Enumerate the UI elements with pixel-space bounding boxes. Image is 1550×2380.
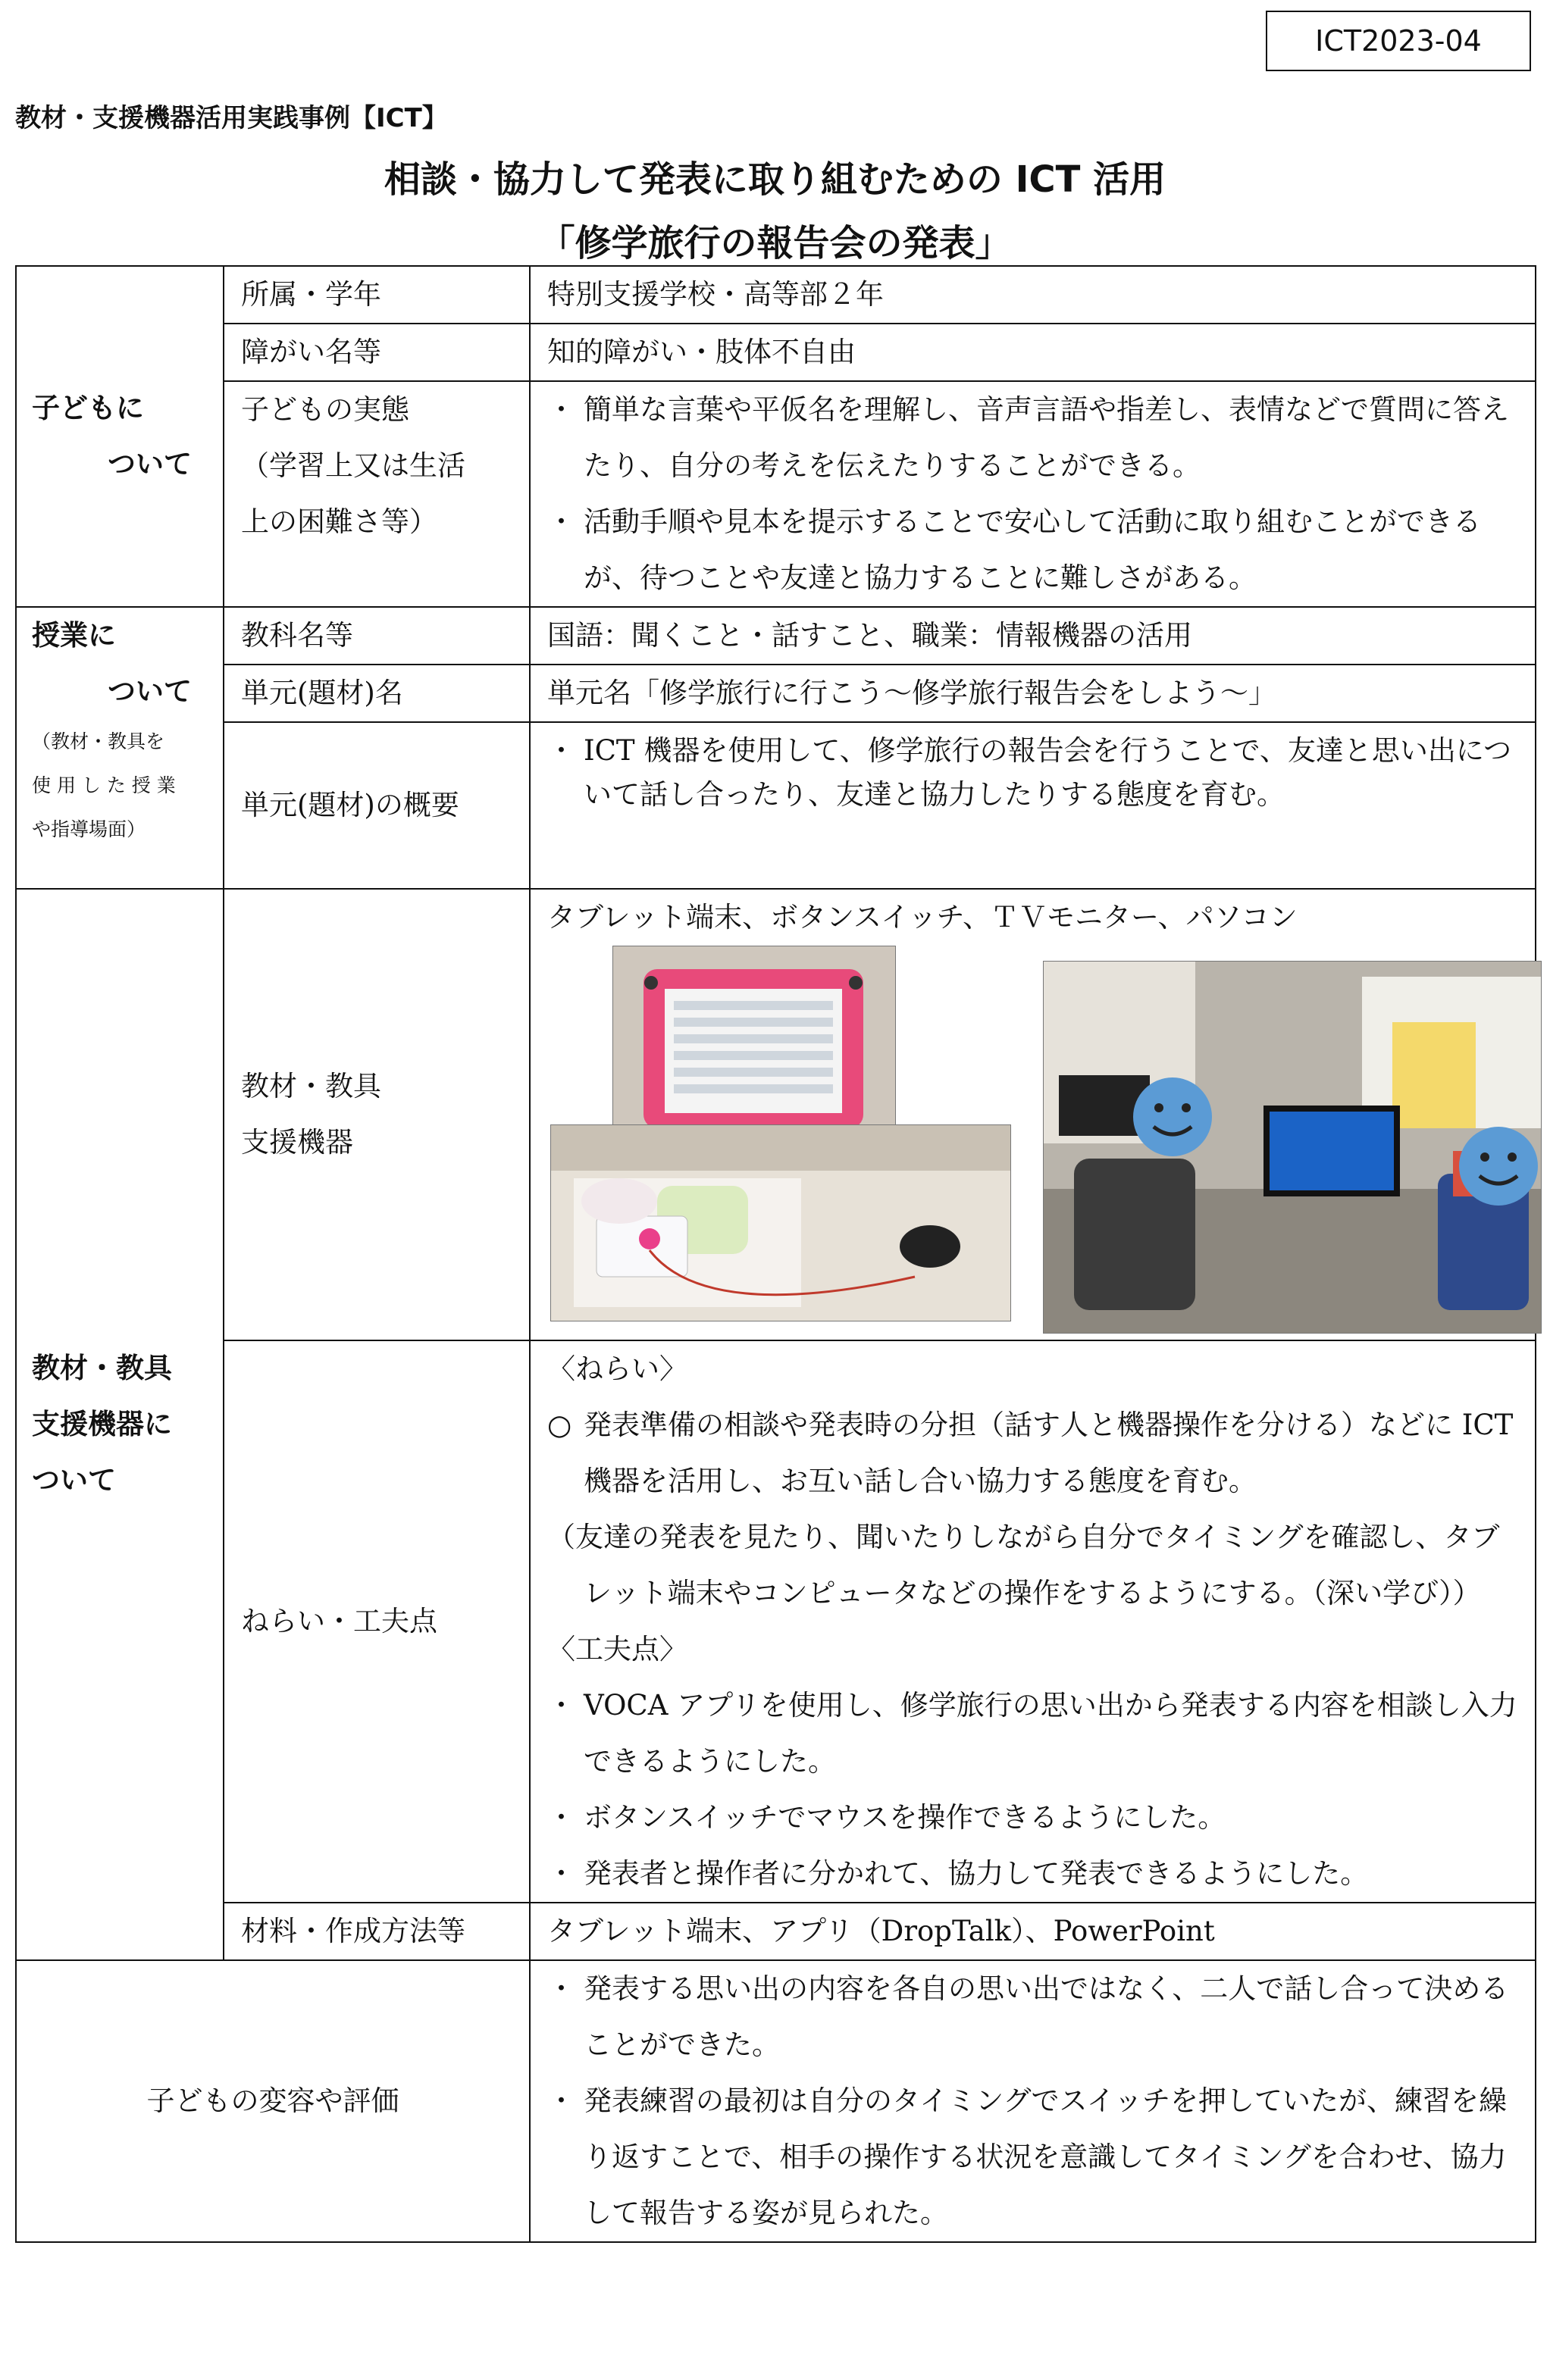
row-unit (16, 665, 1536, 722)
bullet-mark: ・ (547, 1689, 575, 1722)
evaluation-item-text: 発表練習の最初は自分のタイミングでスイッチを押していたが、練習を繰り返すことで、相手の操作する状況を意識してタイミングを合わせ、協力して報告する姿が見られた。 (584, 2084, 1508, 2229)
subject-value: 国語：聞くこと・話すこと、職業：情報機器の活用 (530, 607, 1536, 665)
unit-label: 単元(題材)名 (224, 665, 530, 722)
list-item (547, 1678, 1523, 1790)
evaluation-header: 子どもの変容や評価 (16, 1960, 530, 2242)
practice-table (15, 265, 1536, 2243)
list-item (547, 382, 1523, 494)
list-item (547, 2073, 1523, 2241)
bullet-mark: ・ (547, 1972, 575, 2005)
section-lesson-note-2: 使 用 し た 授 業 (32, 774, 176, 796)
bullet-mark: ・ (547, 505, 575, 538)
idea-item-text: VOCA アプリを使用し、修学旅行の思い出から発表する内容を相談し入力できるようにした。 (584, 1689, 1517, 1778)
tools-label-line2: 支援機器 (241, 1126, 353, 1159)
idea-item-text: 発表者と操作者に分かれて、協力して発表できるようにした。 (584, 1857, 1369, 1890)
section-tools-header (16, 889, 224, 1960)
category-label: 教材・支援機器活用実践事例【ICT】 (15, 103, 448, 133)
section-lesson-header (16, 607, 224, 889)
materials-value: タブレット端末、アプリ（DropTalk）、PowerPoint (530, 1903, 1536, 1960)
aims-label: ねらい・工夫点 (224, 1340, 530, 1903)
status-label (224, 381, 530, 607)
aims-heading: 〈ねらい〉 (547, 1353, 687, 1385)
section-child-line1: 子どもに (32, 392, 144, 424)
section-child-header (16, 266, 224, 607)
row-tools (16, 889, 1536, 1340)
status-value (530, 381, 1536, 607)
bullet-mark: ・ (547, 1857, 575, 1890)
row-evaluation (16, 1960, 1536, 2242)
aims-value (530, 1340, 1536, 1903)
disability-label: 障がい名等 (224, 324, 530, 381)
disability-value: 知的障がい・肢体不自由 (530, 324, 1536, 381)
unit-value: 単元名「修学旅行に行こう～修学旅行報告会をしよう～」 (530, 665, 1536, 722)
section-lesson-note-3: や指導場面） (32, 818, 146, 840)
bullet-mark: ・ (547, 1801, 575, 1834)
bullet-mark: ・ (547, 393, 575, 426)
affiliation-value: 特別支援学校・高等部２年 (530, 266, 1536, 324)
row-aims (16, 1340, 1536, 1903)
section-child-line2: ついて (108, 448, 192, 480)
list-item (547, 1846, 1523, 1902)
list-item (547, 1790, 1523, 1846)
list-item (547, 1961, 1523, 2073)
page-title: 相談・協力して発表に取り組むための ICT 活用 (384, 158, 1166, 201)
tools-list: タブレット端末、ボタンスイッチ、ＴＶモニター、パソコン (547, 901, 1298, 934)
page-subtitle: 「修学旅行の報告会の発表」 (538, 222, 1012, 264)
row-materials (16, 1903, 1536, 1960)
overview-label: 単元(題材)の概要 (224, 722, 530, 889)
switch-photo (550, 1124, 1011, 1321)
circle-mark: ○ (547, 1409, 572, 1441)
photo-area (547, 946, 1535, 1340)
section-lesson-line1: 授業に (32, 619, 116, 652)
list-item (547, 494, 1523, 606)
row-subject (16, 607, 1536, 665)
section-lesson-note-1: （教材・教具を (32, 730, 165, 752)
section-lesson-line2: ついて (108, 675, 192, 708)
row-disability (16, 324, 1536, 381)
row-status (16, 381, 1536, 607)
status-item-text: 活動手順や見本を提示することで安心して活動に取り組むことができるが、待つことや友達と協力することに難しさがある。 (584, 505, 1481, 594)
status-label-line3: 上の困難さ等） (241, 505, 437, 538)
tablet-photo (612, 946, 896, 1126)
classroom-photo (1043, 961, 1542, 1334)
status-item-text: 簡単な言葉や平仮名を理解し、音声言語や指差し、表情などで質問に答えたり、自分の考えを伝えたりすることができる。 (584, 393, 1509, 482)
bullet-mark: ・ (547, 2084, 575, 2117)
status-label-line1: 子どもの実態 (241, 393, 409, 426)
section-tools-line2: 支援機器に (32, 1408, 172, 1440)
evaluation-value (530, 1960, 1536, 2242)
evaluation-item-text: 発表する思い出の内容を各自の思い出ではなく、二人で話し合って決めることができた。 (584, 1972, 1509, 2061)
aims-deep-text: （友達の発表を見たり、聞いたりしながら自分でタイミングを確認し、タブレット端末やコンピュータなどの操作をするようにする。（深い学び）） (547, 1521, 1500, 1609)
overview-item-text: ICT 機器を使用して、修学旅行の報告会を行うことで、友達と思い出について話し合ったり、友達と協力したりする態度を育む。 (584, 734, 1512, 811)
aims-main-text: 発表準備の相談や発表時の分担（話す人と機器操作を分ける）などに ICT 機器を活用し、お互い話し合い協力する態度を育む。 (584, 1409, 1514, 1497)
list-item (547, 729, 1523, 817)
subject-label: 教科名等 (224, 607, 530, 665)
tools-label (224, 889, 530, 1340)
tools-value (530, 889, 1536, 1340)
idea-item-text: ボタンスイッチでマウスを操作できるようにした。 (584, 1801, 1226, 1834)
row-overview (16, 722, 1536, 889)
tools-label-line1: 教材・教具 (241, 1070, 381, 1102)
materials-label: 材料・作成方法等 (224, 1903, 530, 1960)
row-affiliation (16, 266, 1536, 324)
affiliation-label: 所属・学年 (224, 266, 530, 324)
bullet-mark: ・ (547, 734, 575, 767)
section-tools-line1: 教材・教具 (32, 1352, 172, 1384)
section-tools-line3: ついて (32, 1464, 116, 1496)
document-code: ICT2023-04 (1266, 11, 1531, 71)
ideas-heading: 〈工夫点〉 (547, 1633, 687, 1665)
overview-value (530, 722, 1536, 889)
status-label-line2: （学習上又は生活 (241, 449, 465, 482)
list-item (547, 1397, 1523, 1509)
